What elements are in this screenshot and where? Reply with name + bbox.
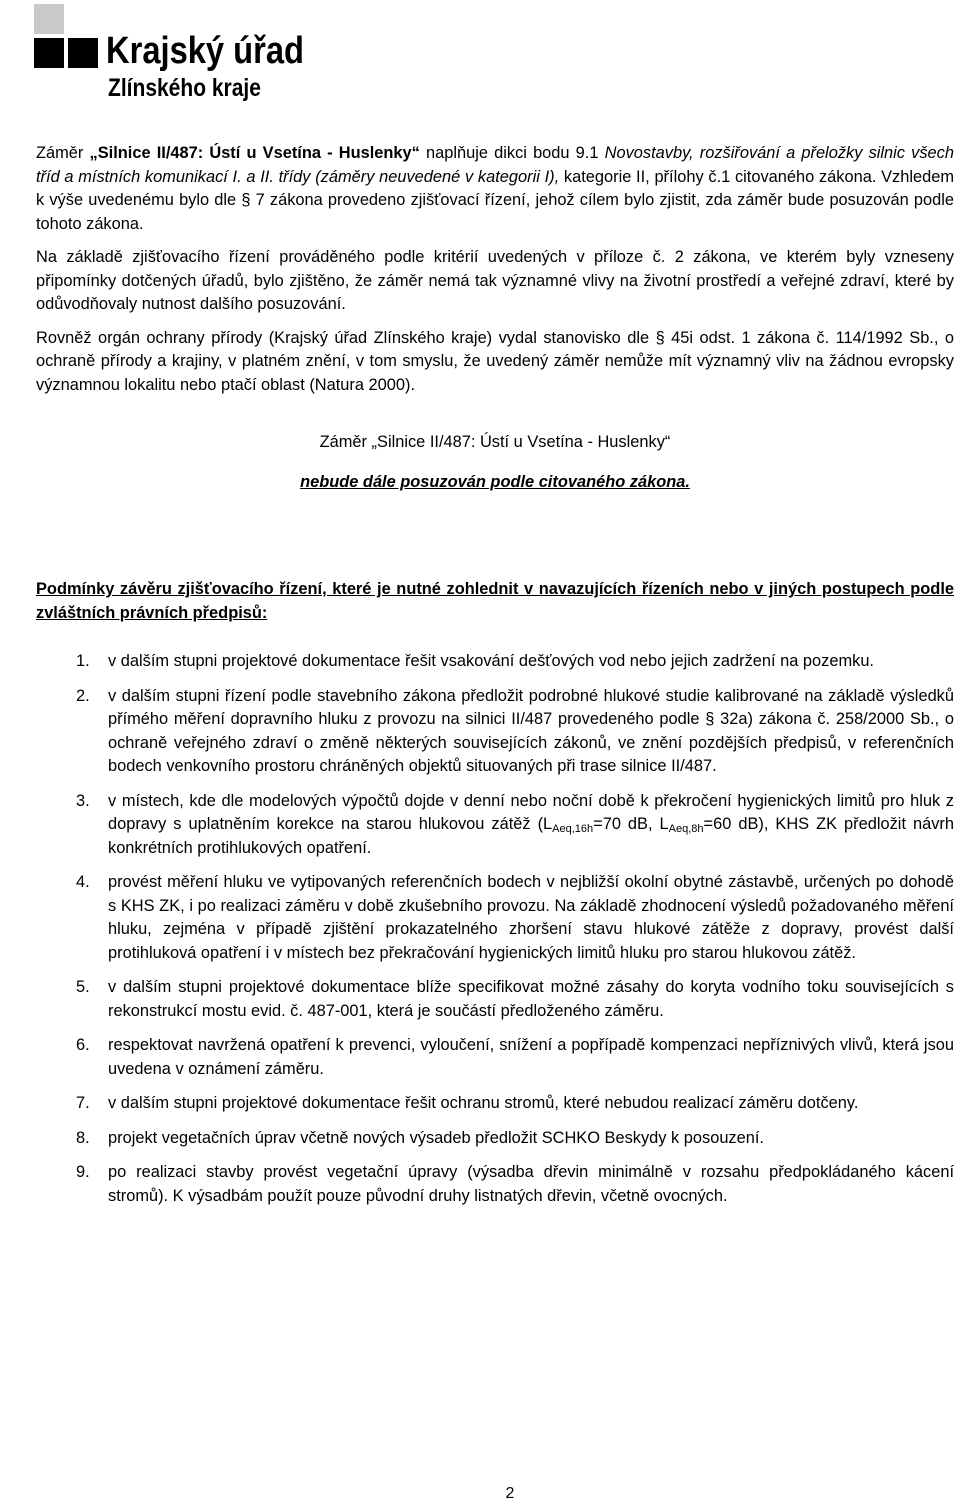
item-text: po realizaci stavby provést vegetační úpravy (výsadba dřevin minimálně v rozsahu předpokládaného kácení stromů). K výsadbám použít pouze původní druhy listnatých dřevin, včetně ovocných. [108,1163,954,1205]
logo-square-black-right [68,38,98,68]
logo-subtitle: Zlínského kraje [108,74,261,102]
conclusion-project: Záměr „Silnice II/487: Ústí u Vsetína - Huslenky“ [319,433,671,451]
list-item [36,871,954,965]
text-run: Záměr [36,144,90,162]
item-number: 8. [76,1128,90,1147]
item-text: v dalším stupni projektové dokumentace řešit ochranu stromů, které nebudou realizací záměru dotčeny. [108,1094,859,1112]
item-number: 2. [76,686,90,705]
logo-square-grey [34,4,64,34]
list-item [36,790,954,861]
intro-paragraph-3: Rovněž orgán ochrany přírody (Krajský úřad Zlínského kraje) vydal stanovisko dle § 45i odst. 1 zákona č. 114/1992 Sb., o ochraně přírody a krajiny, v platném znění, v tom smyslu, že uvedený záměr nemůže mít významný vliv na žádnou evropsky významnou lokalitu nebo ptačí oblast (Natura 2000). [36,328,954,394]
subscript: Aeq,8h [668,823,704,835]
text-run: =70 dB, L [593,815,669,833]
list-item [36,650,954,674]
text-run: kategorie II, přílohy č.1 citovaného zákona. Vzhledem k výše uvedenému bylo dle § 7 zákona provedeno zjišťovací řízení, jehož cílem bylo zjistit, zda záměr bude posuzován podle tohoto zákona. [36,167,954,233]
item-number: 9. [76,1163,90,1181]
text-run: naplňuje dikci bodu 9.1 [419,144,605,162]
document-body [36,142,954,504]
page-number: 2 [505,1485,515,1502]
item-text: respektovat navržená opatření k prevenci, vyloučení, snížení a popřípadě kompenzaci nepříznivých vlivů, která jsou uvedena v oznámení záměru. [108,1036,954,1078]
conditions-list [36,650,954,1219]
item-number: 4. [76,873,90,891]
list-item [36,685,954,779]
list-item [36,1127,954,1151]
category-description: Novostavby, rozšiřování a přeložky silnic všech tříd a místních komunikací I. a II. třídy (záměry neuvedené v kategorii I), [36,144,954,186]
item-text: v dalším stupni projektové dokumentace řešit vsakování dešťových vod nebo jejich zadržení na pozemku. [108,652,874,670]
list-item [36,976,954,1023]
conditions-heading: Podmínky závěru zjišťovacího řízení, které je nutné zohlednit v navazujících řízeních nebo v jiných postupech podle zvláštních právních předpisů: [36,580,954,622]
item-number: 7. [76,1094,90,1112]
item-number: 1. [76,652,90,670]
logo-title: Krajský úřad [106,30,305,72]
list-item [36,1161,954,1208]
item-text: provést měření hluku ve vytipovaných referenčních bodech v nejbližší okolní obytné zástavbě, určených po dohodě s KHS ZK, i po realizaci záměru v době zkušebního provozu. Na základě zhodnocení výsledů požadovaného měření hluku, zejména v případě zjištění prokazatelného zhoršení stavu hlukové zátěže z dopravy, provést další protihluková opatření i v místech bez překračování hygienických limitů hluku pro starou hlukovou zátěž. [108,873,954,962]
item-text: v dalším stupni projektové dokumentace blíže specifikovat možné zásahy do koryta vodního toku souvisejících s rekonstrukcí mostu evid. č. 487-001, která je součástí předloženého záměru. [108,978,954,1020]
list-item [36,1092,954,1116]
item-number: 3. [76,791,90,810]
item-number: 6. [76,1036,90,1054]
logo-square-black-left [34,38,64,68]
item-text: v dalším stupni řízení podle stavebního zákona předložit podrobné hlukové studie kalibrované na základě výsledků přímého měření dopravního hluku z provozu na silnici II/487 provedeného podle § 32a) zákona č. 258/2000 Sb., o ochraně veřejného zdraví o změně některých souvisejících zákonů, ve znění pozdějších předpisů, v referenčních bodech venkovního prostoru chráněných objektů situovaných při trase silnice II/487. [108,686,954,775]
item-text [108,790,954,861]
item-text: projekt vegetačních úprav včetně nových výsadeb předložit SCHKO Beskydy k posouzení. [108,1128,764,1147]
conclusion-verdict: nebude dále posuzován podle citovaného zákona. [300,472,690,491]
text-run: =60 dB), KHS ZK předložit návrh konkrétních protihlukových opatření. [108,815,954,857]
item-number: 5. [76,978,90,996]
logo [34,4,324,100]
project-name: „Silnice II/487: Ústí u Vsetína - Huslenky“ [89,144,420,162]
list-item [36,1034,954,1081]
subscript: Aeq,16h [552,823,594,835]
intro-paragraph-2: Na základě zjišťovacího řízení prováděného podle kritérií uvedených v příloze č. 2 zákona, ve kterém byly vzneseny připomínky dotčených úřadů, bylo zjištěno, že záměr nemá tak významné vlivy na životní prostředí a veřejné zdraví, které by odůvodňovaly nutnost dalšího posuzování. [36,248,954,313]
text-run: v místech, kde dle modelových výpočtů dojde v denní nebo noční době k překročení hygienických limitů pro hluk z dopravy s uplatněním korekce na starou hlukovou zátěž (L [108,791,954,833]
intro-paragraph-1 [36,142,954,236]
